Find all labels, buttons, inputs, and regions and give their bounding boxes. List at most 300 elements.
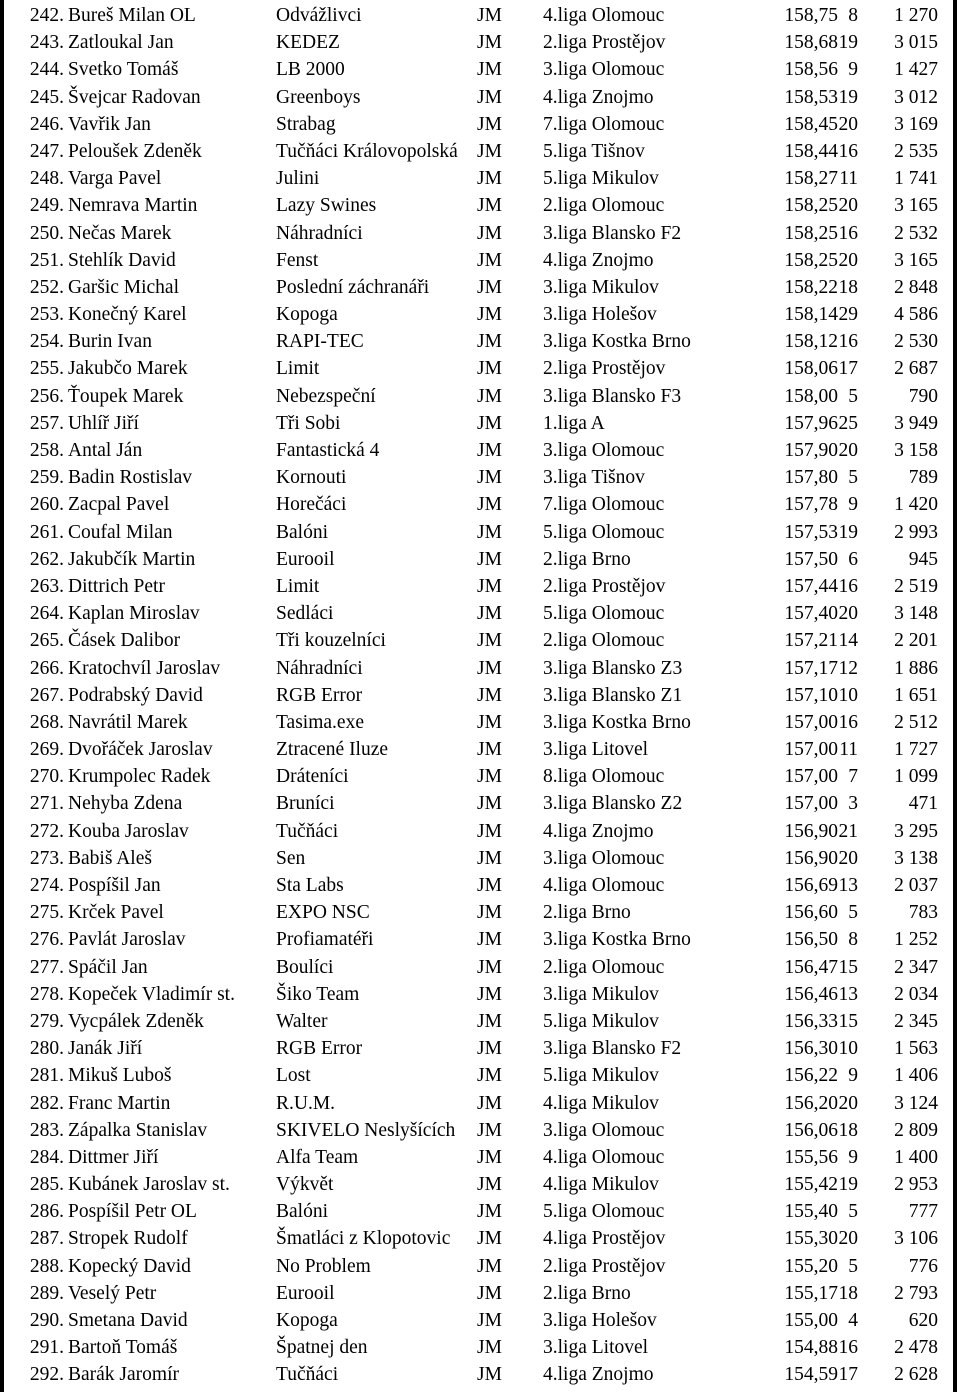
player-name-cell: Vycpálek Zdeněk <box>68 1010 204 1032</box>
total-points-cell: 1 427 <box>894 59 938 81</box>
rank-cell: 246. <box>29 113 64 135</box>
total-points-cell: 3 124 <box>894 1092 938 1114</box>
table-row <box>0 763 960 790</box>
region-cell: JM <box>477 467 502 489</box>
rank-cell: 271. <box>29 793 64 815</box>
total-points-cell: 1 400 <box>894 1146 938 1168</box>
table-row <box>0 355 960 382</box>
team-name-cell: Limit <box>276 575 320 597</box>
total-points-cell: 3 138 <box>894 847 938 869</box>
table-row <box>0 328 960 355</box>
games-played-cell: 20 <box>838 847 858 869</box>
player-name-cell: Badin Rostislav <box>68 467 193 489</box>
region-cell: JM <box>477 1092 502 1114</box>
region-cell: JM <box>477 1255 502 1277</box>
games-played-cell: 8 <box>848 929 858 951</box>
games-played-cell: 3 <box>848 793 858 815</box>
team-name-cell: Walter <box>276 1010 328 1032</box>
league-cell: 3.liga Olomouc <box>543 847 665 869</box>
average-score-cell: 158,45 <box>784 113 838 135</box>
average-score-cell: 158,25 <box>784 195 838 217</box>
team-name-cell: No Problem <box>276 1255 371 1277</box>
average-score-cell: 155,30 <box>784 1228 838 1250</box>
team-name-cell: RGB Error <box>276 1038 363 1060</box>
games-played-cell: 20 <box>838 603 858 625</box>
team-name-cell: Tučňáci <box>276 820 339 842</box>
average-score-cell: 155,00 <box>784 1310 838 1331</box>
player-name-cell: Uhlíř Jiří <box>68 412 139 434</box>
total-points-cell: 1 741 <box>894 168 938 190</box>
region-cell: JM <box>477 575 502 597</box>
games-played-cell: 11 <box>839 168 858 190</box>
total-points-cell: 2 993 <box>894 521 938 543</box>
rank-cell: 247. <box>29 140 64 162</box>
player-name-cell: Babiš Aleš <box>68 847 152 869</box>
team-name-cell: Fantastická 4 <box>276 440 380 461</box>
average-score-cell: 154,59 <box>784 1364 838 1386</box>
table-row <box>0 1361 960 1388</box>
player-name-cell: Antal Ján <box>68 440 143 461</box>
table-row <box>0 464 960 491</box>
team-name-cell: LB 2000 <box>276 59 345 81</box>
league-cell: 2.liga Prostějov <box>543 32 666 54</box>
team-name-cell: Šmatláci z Klopotovic <box>276 1228 451 1250</box>
league-cell: 5.liga Mikulov <box>543 1065 659 1087</box>
league-cell: 3.liga Blansko Z3 <box>543 657 683 679</box>
player-name-cell: Zatloukal Jan <box>68 32 174 54</box>
rank-cell: 273. <box>29 847 64 869</box>
total-points-cell: 3 295 <box>894 820 938 842</box>
games-played-cell: 16 <box>838 575 858 597</box>
region-cell: JM <box>477 412 502 434</box>
league-cell: 3.liga Litovel <box>543 739 649 761</box>
league-cell: 2.liga Prostějov <box>543 358 666 380</box>
games-played-cell: 9 <box>848 59 858 81</box>
league-cell: 5.liga Olomouc <box>543 1201 665 1223</box>
region-cell: JM <box>477 113 502 135</box>
rank-cell: 242. <box>29 5 64 26</box>
games-played-cell: 5 <box>848 1201 858 1223</box>
region-cell: JM <box>477 1337 502 1359</box>
total-points-cell: 789 <box>908 467 938 489</box>
league-cell: 3.liga Olomouc <box>543 440 665 461</box>
player-name-cell: Bureš Milan OL <box>68 5 196 26</box>
region-cell: JM <box>477 331 502 353</box>
rank-cell: 266. <box>29 657 64 679</box>
games-played-cell: 25 <box>838 412 858 434</box>
total-points-cell: 4 586 <box>894 304 938 326</box>
league-cell: 4.liga Olomouc <box>543 1146 665 1168</box>
team-name-cell: Alfa Team <box>276 1146 359 1168</box>
rank-cell: 257. <box>29 412 64 434</box>
total-points-cell: 2 793 <box>894 1282 938 1304</box>
rank-cell: 265. <box>29 630 64 652</box>
average-score-cell: 156,20 <box>784 1092 838 1114</box>
rank-cell: 268. <box>29 711 64 733</box>
games-played-cell: 5 <box>848 902 858 924</box>
total-points-cell: 2 532 <box>894 222 938 244</box>
table-row <box>0 1334 960 1361</box>
table-row <box>0 1090 960 1117</box>
total-points-cell: 1 420 <box>894 494 938 516</box>
region-cell: JM <box>477 1364 502 1386</box>
games-played-cell: 5 <box>848 385 858 407</box>
table-row <box>0 1008 960 1035</box>
region-cell: JM <box>477 793 502 815</box>
player-name-cell: Čásek Dalibor <box>68 630 181 652</box>
table-row <box>0 736 960 763</box>
league-cell: 3.liga Holešov <box>543 1310 657 1331</box>
player-name-cell: Coufal Milan <box>68 521 173 543</box>
team-name-cell: R.U.M. <box>276 1092 336 1114</box>
games-played-cell: 20 <box>838 113 858 135</box>
player-name-cell: Kratochvíl Jaroslav <box>68 657 221 679</box>
team-name-cell: Horečáci <box>276 494 347 516</box>
league-cell: 3.liga Holešov <box>543 304 657 326</box>
team-name-cell: Kopoga <box>276 304 338 326</box>
games-played-cell: 16 <box>838 331 858 353</box>
table-row <box>0 790 960 817</box>
team-name-cell: Nebezspeční <box>276 385 376 407</box>
table-row <box>0 410 960 437</box>
rank-cell: 259. <box>29 467 64 489</box>
table-row <box>0 1307 960 1334</box>
table-row <box>0 1253 960 1280</box>
total-points-cell: 2 347 <box>894 956 938 978</box>
player-name-cell: Nehyba Zdena <box>68 793 183 815</box>
average-score-cell: 157,44 <box>784 575 838 597</box>
league-cell: 3.liga Blansko Z1 <box>543 684 683 706</box>
average-score-cell: 156,33 <box>784 1010 838 1032</box>
table-row <box>0 2 960 29</box>
total-points-cell: 1 886 <box>894 657 938 679</box>
total-points-cell: 2 530 <box>894 331 938 353</box>
league-cell: 2.liga Prostějov <box>543 1255 666 1277</box>
player-name-cell: Krumpolec Radek <box>68 766 211 788</box>
team-name-cell: Kopoga <box>276 1310 338 1331</box>
table-row <box>0 165 960 192</box>
league-cell: 2.liga Brno <box>543 902 631 924</box>
total-points-cell: 2 535 <box>894 140 938 162</box>
games-played-cell: 19 <box>838 32 858 54</box>
team-name-cell: Boulíci <box>276 956 334 978</box>
league-cell: 3.liga Tišnov <box>543 467 645 489</box>
league-cell: 5.liga Mikulov <box>543 1010 659 1032</box>
team-name-cell: SKIVELO Neslyšících <box>276 1119 456 1141</box>
table-row <box>0 899 960 926</box>
player-name-cell: Jakubčík Martin <box>68 548 196 570</box>
average-score-cell: 158,56 <box>784 59 838 81</box>
average-score-cell: 157,00 <box>784 711 838 733</box>
league-cell: 3.liga Olomouc <box>543 1119 665 1141</box>
league-cell: 2.liga Brno <box>543 1282 631 1304</box>
region-cell: JM <box>477 249 502 271</box>
average-score-cell: 155,20 <box>784 1255 838 1277</box>
games-played-cell: 17 <box>838 358 858 380</box>
team-name-cell: Dráteníci <box>276 766 349 788</box>
average-score-cell: 156,46 <box>784 983 838 1005</box>
table-row <box>0 872 960 899</box>
rank-cell: 267. <box>29 684 64 706</box>
total-points-cell: 3 015 <box>894 32 938 54</box>
ranking-table <box>0 2 960 1389</box>
table-row <box>0 600 960 627</box>
player-name-cell: Navrátil Marek <box>68 711 188 733</box>
team-name-cell: EXPO NSC <box>276 902 370 924</box>
average-score-cell: 155,40 <box>784 1201 838 1223</box>
table-row <box>0 192 960 219</box>
table-row <box>0 1117 960 1144</box>
games-played-cell: 8 <box>848 5 858 26</box>
average-score-cell: 157,00 <box>784 793 838 815</box>
games-played-cell: 16 <box>838 711 858 733</box>
region-cell: JM <box>477 847 502 869</box>
rank-cell: 243. <box>29 32 64 54</box>
team-name-cell: Balóni <box>276 1201 328 1223</box>
average-score-cell: 156,69 <box>784 875 838 896</box>
league-cell: 3.liga Blansko F2 <box>543 222 682 244</box>
games-played-cell: 9 <box>848 1146 858 1168</box>
total-points-cell: 2 628 <box>894 1364 938 1386</box>
rank-cell: 269. <box>29 739 64 761</box>
player-name-cell: Švejcar Radovan <box>68 86 201 108</box>
team-name-cell: KEDEZ <box>276 32 340 54</box>
games-played-cell: 16 <box>838 222 858 244</box>
player-name-cell: Stropek Rudolf <box>68 1228 188 1250</box>
total-points-cell: 2 345 <box>894 1010 938 1032</box>
average-score-cell: 157,40 <box>784 603 838 625</box>
average-score-cell: 156,90 <box>784 820 838 842</box>
total-points-cell: 2 037 <box>894 875 938 896</box>
total-points-cell: 3 949 <box>894 412 938 434</box>
rank-cell: 250. <box>29 222 64 244</box>
team-name-cell: Tasima.exe <box>276 711 364 733</box>
table-row <box>0 301 960 328</box>
region-cell: JM <box>477 222 502 244</box>
average-score-cell: 158,27 <box>784 168 838 190</box>
rank-cell: 244. <box>29 59 64 81</box>
region-cell: JM <box>477 1119 502 1141</box>
rank-cell: 279. <box>29 1010 64 1032</box>
games-played-cell: 18 <box>838 1282 858 1304</box>
rank-cell: 253. <box>29 304 64 326</box>
region-cell: JM <box>477 1174 502 1196</box>
average-score-cell: 157,00 <box>784 766 838 788</box>
league-cell: 4.liga Olomouc <box>543 875 665 896</box>
region-cell: JM <box>477 711 502 733</box>
rank-cell: 258. <box>29 440 64 461</box>
league-cell: 4.liga Znojmo <box>543 820 654 842</box>
region-cell: JM <box>477 140 502 162</box>
total-points-cell: 2 512 <box>894 711 938 733</box>
games-played-cell: 29 <box>838 304 858 326</box>
team-name-cell: Tři Sobi <box>276 412 341 434</box>
average-score-cell: 154,88 <box>784 1337 838 1359</box>
player-name-cell: Kubánek Jaroslav st. <box>68 1174 230 1196</box>
games-played-cell: 6 <box>848 548 858 570</box>
rank-cell: 292. <box>29 1364 64 1386</box>
games-played-cell: 10 <box>838 1038 858 1060</box>
league-cell: 2.liga Olomouc <box>543 956 665 978</box>
region-cell: JM <box>477 630 502 652</box>
rank-cell: 287. <box>29 1228 64 1250</box>
league-cell: 5.liga Olomouc <box>543 603 665 625</box>
average-score-cell: 155,56 <box>784 1146 838 1168</box>
games-played-cell: 20 <box>838 195 858 217</box>
player-name-cell: Veselý Petr <box>68 1282 157 1304</box>
table-row <box>0 655 960 682</box>
league-cell: 1.liga A <box>543 412 605 434</box>
team-name-cell: Kornouti <box>276 467 347 489</box>
player-name-cell: Garšic Michal <box>68 276 180 298</box>
total-points-cell: 3 106 <box>894 1228 938 1250</box>
player-name-cell: Ťoupek Marek <box>68 385 184 407</box>
region-cell: JM <box>477 1228 502 1250</box>
player-name-cell: Dvořáček Jaroslav <box>68 739 213 761</box>
table-row <box>0 954 960 981</box>
league-cell: 7.liga Olomouc <box>543 113 665 135</box>
table-row <box>0 29 960 56</box>
games-played-cell: 13 <box>838 875 858 896</box>
total-points-cell: 2 848 <box>894 276 938 298</box>
total-points-cell: 1 099 <box>894 766 938 788</box>
league-cell: 3.liga Kostka Brno <box>543 711 691 733</box>
table-row <box>0 84 960 111</box>
team-name-cell: Greenboys <box>276 86 361 108</box>
rank-cell: 249. <box>29 195 64 217</box>
games-played-cell: 5 <box>848 467 858 489</box>
region-cell: JM <box>477 1065 502 1087</box>
average-score-cell: 158,14 <box>784 304 838 326</box>
table-row <box>0 682 960 709</box>
player-name-cell: Janák Jiří <box>68 1038 143 1060</box>
rank-cell: 280. <box>29 1038 64 1060</box>
average-score-cell: 158,68 <box>784 32 838 54</box>
league-cell: 2.liga Brno <box>543 548 631 570</box>
rank-cell: 275. <box>29 902 64 924</box>
team-name-cell: Bruníci <box>276 793 335 815</box>
games-played-cell: 18 <box>838 276 858 298</box>
rank-cell: 290. <box>29 1310 64 1331</box>
games-played-cell: 16 <box>838 1337 858 1359</box>
team-name-cell: Julini <box>276 168 320 190</box>
league-cell: 4.liga Olomouc <box>543 5 665 26</box>
average-score-cell: 155,17 <box>784 1282 838 1304</box>
region-cell: JM <box>477 1282 502 1304</box>
total-points-cell: 3 165 <box>894 195 938 217</box>
average-score-cell: 158,12 <box>784 331 838 353</box>
league-cell: 3.liga Blansko F3 <box>543 385 682 407</box>
league-cell: 2.liga Olomouc <box>543 195 665 217</box>
rank-cell: 291. <box>29 1337 64 1359</box>
average-score-cell: 158,25 <box>784 249 838 271</box>
total-points-cell: 783 <box>908 902 938 924</box>
average-score-cell: 157,90 <box>784 440 838 461</box>
table-row <box>0 383 960 410</box>
team-name-cell: Limit <box>276 358 320 380</box>
average-score-cell: 158,25 <box>784 222 838 244</box>
average-score-cell: 157,96 <box>784 412 838 434</box>
rank-cell: 255. <box>29 358 64 380</box>
total-points-cell: 2 034 <box>894 983 938 1005</box>
league-cell: 3.liga Litovel <box>543 1337 649 1359</box>
team-name-cell: Tři kouzelníci <box>276 630 386 652</box>
league-cell: 2.liga Prostějov <box>543 575 666 597</box>
region-cell: JM <box>477 929 502 951</box>
region-cell: JM <box>477 5 502 26</box>
games-played-cell: 17 <box>838 1364 858 1386</box>
average-score-cell: 156,22 <box>784 1065 838 1087</box>
team-name-cell: Šiko Team <box>276 983 360 1005</box>
league-cell: 2.liga Olomouc <box>543 630 665 652</box>
league-cell: 3.liga Kostka Brno <box>543 331 691 353</box>
total-points-cell: 3 158 <box>894 440 938 461</box>
average-score-cell: 157,80 <box>784 467 838 489</box>
player-name-cell: Mikuš Luboš <box>68 1065 172 1087</box>
average-score-cell: 157,00 <box>784 739 838 761</box>
rank-cell: 252. <box>29 276 64 298</box>
team-name-cell: Špatnej den <box>276 1337 368 1359</box>
player-name-cell: Smetana David <box>68 1310 188 1331</box>
team-name-cell: Ztracené Iluze <box>276 739 389 761</box>
rank-cell: 274. <box>29 875 64 896</box>
team-name-cell: RGB Error <box>276 684 363 706</box>
games-played-cell: 19 <box>838 86 858 108</box>
region-cell: JM <box>477 766 502 788</box>
region-cell: JM <box>477 902 502 924</box>
player-name-cell: Podrabský David <box>68 684 203 706</box>
rank-cell: 278. <box>29 983 64 1005</box>
games-played-cell: 18 <box>838 1119 858 1141</box>
rank-cell: 270. <box>29 766 64 788</box>
region-cell: JM <box>477 1146 502 1168</box>
games-played-cell: 21 <box>838 820 858 842</box>
team-name-cell: Náhradníci <box>276 222 363 244</box>
table-row <box>0 1198 960 1225</box>
league-cell: 8.liga Olomouc <box>543 766 665 788</box>
table-row <box>0 818 960 845</box>
player-name-cell: Barák Jaromír <box>68 1364 180 1386</box>
league-cell: 4.liga Znojmo <box>543 249 654 271</box>
region-cell: JM <box>477 820 502 842</box>
average-score-cell: 158,75 <box>784 5 838 26</box>
total-points-cell: 2 809 <box>894 1119 938 1141</box>
total-points-cell: 1 563 <box>894 1038 938 1060</box>
games-played-cell: 12 <box>838 657 858 679</box>
region-cell: JM <box>477 276 502 298</box>
table-row <box>0 709 960 736</box>
league-cell: 4.liga Znojmo <box>543 86 654 108</box>
league-cell: 5.liga Tišnov <box>543 140 645 162</box>
player-name-cell: Pavlát Jaroslav <box>68 929 186 951</box>
games-played-cell: 13 <box>838 983 858 1005</box>
team-name-cell: Odvážlivci <box>276 5 362 26</box>
team-name-cell: Sedláci <box>276 603 334 625</box>
total-points-cell: 2 687 <box>894 358 938 380</box>
league-cell: 3.liga Olomouc <box>543 59 665 81</box>
region-cell: JM <box>477 521 502 543</box>
region-cell: JM <box>477 59 502 81</box>
region-cell: JM <box>477 548 502 570</box>
average-score-cell: 156,06 <box>784 1119 838 1141</box>
player-name-cell: Bartoň Tomáš <box>68 1337 178 1359</box>
rank-cell: 260. <box>29 494 64 516</box>
average-score-cell: 158,00 <box>784 385 838 407</box>
rank-cell: 262. <box>29 548 64 570</box>
rank-cell: 284. <box>29 1146 64 1168</box>
player-name-cell: Nečas Marek <box>68 222 172 244</box>
player-name-cell: Stehlík David <box>68 249 176 271</box>
